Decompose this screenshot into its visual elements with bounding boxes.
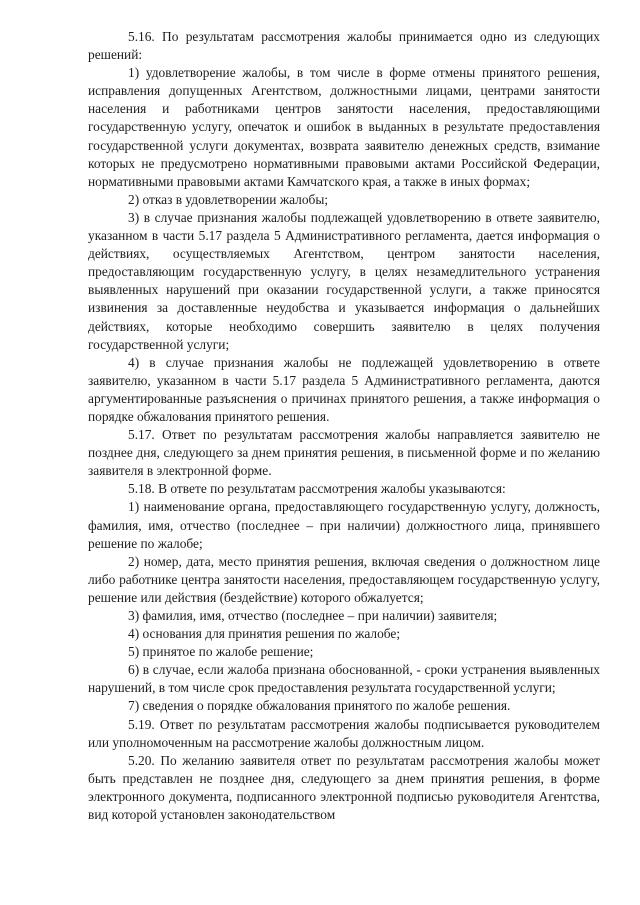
list-item-5-18-4: 4) основания для принятия решения по жалобе; [128,626,401,642]
list-item-5-16-4: 4) в случае признания жалобы не подлежащей удовлетворению в ответе заявителю, указанном в части 5.17 раздела 5 Административного регламента, даются аргументированные разъяснения о причинах принятого решения, а также информация о порядке обжалования принятого решения. [88,354,600,424]
paragraph-5-20: 5.20. По желанию заявителя ответ по результатам рассмотрения жалобы может быть представлен не позднее дня, следующего за днем принятия решения, в форме электронного документа, подписанного электронной подписью руководителя Агентства, вид которой установлен законодательством [88,752,600,823]
list-item-5-16-3: 3) в случае признания жалобы подлежащей удовлетворению в ответе заявителю, указанном в части 5.17 раздела 5 Административного регламента, дается информация о действиях, осуществляемых Агентством, центром занятости населения, предоставляющим государственную услугу, в целях незамедлительного устранения выявленных нарушений при оказании государственной услуги, а также приносятся извинения за доставленные неудобства и указывается информация о дальнейших действиях, которые необходимо совершить заявителю в целях получения государственной услуги; [88,209,600,352]
list-item-5-18-2: 2) номер, дата, место принятия решения, включая сведения о должностном лице либо работнике центра занятости населения, предоставляющем государственную услугу, решение или действия (бездействие) которого обжалуется; [88,553,600,605]
paragraph-5-16: 5.16. По результатам рассмотрения жалобы принимается одно из следующих решений: [88,29,600,63]
paragraph-5-17: 5.17. Ответ по результатам рассмотрения жалобы направляется заявителю не позднее дня, следующего за днем принятия решения, в письменной форме и по желанию заявителя в электронной форме. [88,427,600,479]
paragraph-5-18: 5.18. В ответе по результатам рассмотрения жалобы указываются: [128,481,506,497]
paragraph-5-19: 5.19. Ответ по результатам рассмотрения жалобы подписывается руководителем или уполномоченным на рассмотрение жалобы должностным лицом. [88,716,600,750]
list-item-5-18-6: 6) в случае, если жалоба признана обоснованной, - сроки устранения выявленных нарушений, в том числе срок предоставления результата государственной услуги; [88,662,600,696]
list-item-5-18-1: 1) наименование органа, предоставляющего государственную услугу, должность, фамилия, имя, отчество (последнее – при наличии) должностного лица, принявшего решение по жалобе; [88,499,600,551]
list-item-5-16-1: 1) удовлетворение жалобы, в том числе в форме отмены принятого решения, исправления допущенных Агентством, должностными лицами, центрами занятости населения и работниками центров занятости населения, предоставляющими государственную услугу, опечаток и ошибок в выданных в результате предоставления государственной услуги документах, возврата заявителю денежных средств, взимание которых не предусмотрено нормативными правовыми актами Российской Федерации, нормативными правовыми актами Камчатского края, а также в иных формах; [88,65,600,189]
document-body [88,28,600,824]
list-item-5-18-3: 3) фамилия, имя, отчество (последнее – при наличии) заявителя; [128,608,498,623]
list-item-5-16-2: 2) отказ в удовлетворении жалобы; [128,191,329,207]
list-item-5-18-7: 7) сведения о порядке обжалования принятого по жалобе решения. [128,698,511,714]
list-item-5-18-5: 5) принятое по жалобе решение; [128,644,314,660]
